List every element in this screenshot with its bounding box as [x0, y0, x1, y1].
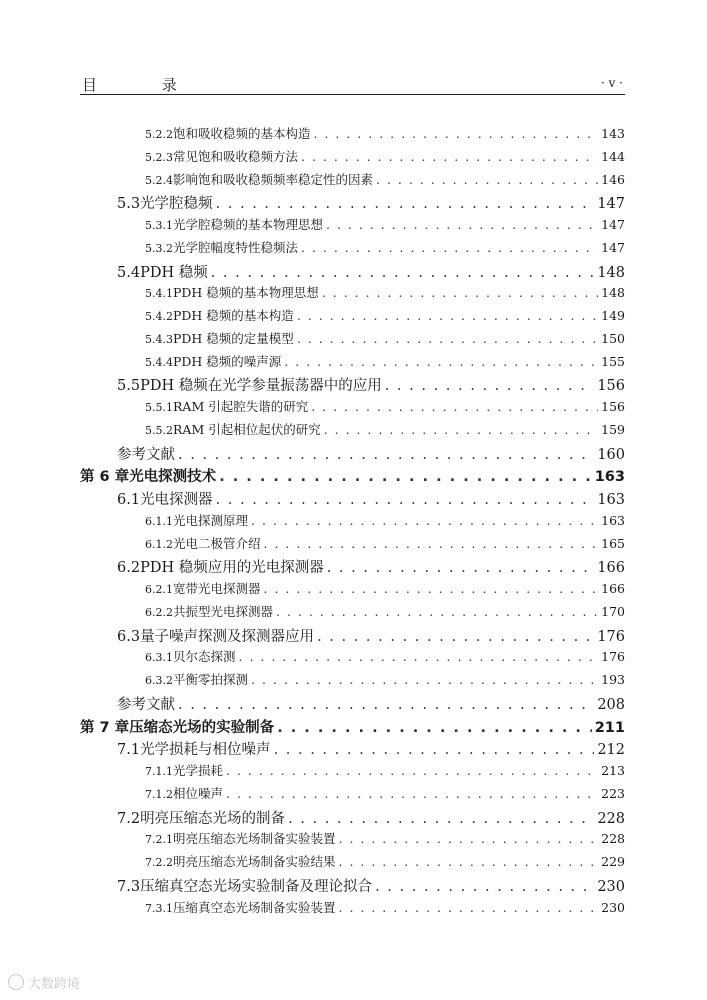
toc-entry [145, 761, 625, 783]
toc-entry [145, 283, 625, 305]
toc-entry-title: 常见饱和吸收稳频方法 [173, 148, 299, 164]
toc-entry [117, 192, 625, 214]
toc-entry-title: 光电探测技术 [129, 469, 217, 486]
toc-entry-title: 参考文献 [117, 446, 175, 463]
toc-leader-dots [324, 422, 598, 437]
toc-entry-page: 155 [601, 353, 625, 369]
toc-entry-number: 6.2.1 [145, 583, 173, 596]
toc-entry-number: 7.2 [117, 810, 141, 827]
toc-entry-page: 228 [597, 810, 625, 827]
toc-entry-title: 光学损耗 [173, 763, 224, 778]
toc-entry [117, 556, 625, 578]
toc-leader-dots [317, 629, 594, 645]
toc-entry-page: 143 [601, 126, 625, 141]
toc-leader-dots [264, 536, 599, 551]
toc-entry [145, 170, 625, 192]
toc-entry-title: 参考文献 [117, 696, 175, 713]
toc-entry [145, 397, 625, 419]
toc-leader-dots [178, 447, 594, 463]
toc-leader-dots [376, 172, 598, 187]
toc-entry [145, 306, 625, 328]
toc-leader-dots [264, 581, 599, 596]
toc-entry-number: 6.1.2 [145, 537, 173, 551]
toc-entry-title: 压缩真空态光场制备实验装置 [173, 899, 336, 915]
toc-entry-page: 148 [601, 285, 625, 301]
toc-entry-page: 147 [597, 196, 625, 213]
toc-entry-title: PDH 稳频 [140, 264, 208, 281]
toc-entry-title: 相位噪声 [173, 785, 224, 801]
toc-entry-title: 明亮压缩态光场的制备 [140, 810, 286, 827]
toc-entry-page: 148 [597, 264, 625, 281]
toc-leader-dots [339, 854, 599, 869]
toc-entry [117, 261, 625, 283]
toc-entry-page: 166 [601, 581, 625, 596]
toc-entry [145, 534, 625, 556]
toc-entry-page: 230 [597, 878, 625, 895]
toc-leader-dots [311, 399, 598, 414]
toc-entry-number: 7.2.1 [145, 833, 173, 847]
toc-leader-dots [219, 469, 592, 485]
toc-entry-page: 176 [601, 649, 625, 665]
toc-leader-dots [284, 354, 598, 369]
toc-leader-dots [301, 149, 598, 164]
toc-entry-page: 213 [601, 763, 625, 778]
toc-entry-page: 147 [601, 217, 625, 232]
toc-entry-number: 5.5.2 [145, 423, 173, 437]
toc-entry-title: PDH 稳频的噪声源 [173, 353, 282, 369]
toc-entry-page: 156 [601, 399, 625, 414]
toc-entry [145, 602, 625, 624]
toc-leader-dots [339, 831, 599, 846]
toc-entry-page: 156 [597, 378, 625, 395]
toc-entry-title: 明亮压缩态光场制备实验装置 [173, 831, 336, 847]
toc-leader-dots [251, 672, 598, 687]
toc-entry [145, 215, 625, 237]
toc-entry-title: 光电探测原理 [173, 512, 249, 528]
toc-entry-page: 211 [594, 719, 625, 736]
toc-entry-title: 宽带光电探测器 [173, 581, 261, 596]
toc-leader-dots [276, 604, 598, 619]
toc-leader-dots [375, 879, 594, 895]
toc-entry-page: 163 [601, 512, 625, 528]
toc-entry [117, 625, 625, 647]
toc-entry-page: 160 [597, 446, 625, 463]
toc-entry-number: 5.3.1 [145, 219, 173, 232]
toc-entry-title: 光学损耗与相位噪声 [140, 742, 271, 759]
toc-entry-number: 6.2 [117, 560, 141, 577]
toc-entry-page: 223 [601, 785, 625, 801]
toc-leader-dots [297, 308, 598, 323]
toc-entry-number: 5.2.4 [145, 173, 173, 187]
toc-entry-title: RAM 引起相位起伏的研究 [173, 421, 321, 437]
header-page-number: · v · [600, 76, 623, 90]
toc-entry [145, 829, 625, 851]
watermark-logo-icon [8, 974, 24, 990]
toc-entry-title: 光电探测器 [140, 492, 213, 508]
toc-leader-dots [339, 900, 599, 915]
toc-entry-number: 第 7 章 [80, 719, 130, 736]
toc-entry-page: 229 [601, 854, 625, 869]
toc-entry-number: 5.5.1 [145, 401, 173, 414]
toc-entry-number: 5.2.3 [145, 150, 173, 164]
toc-entry-number: 7.1.1 [145, 765, 173, 778]
toc-leader-dots [239, 649, 599, 664]
toc-entry [80, 465, 625, 487]
toc-entry-page: 166 [597, 560, 625, 577]
toc-entry [117, 738, 625, 760]
watermark-text: 大数跨境 [28, 977, 81, 992]
toc-entry-number: 5.4 [117, 264, 141, 281]
toc-entry-title: PDH 稳频在光学参量振荡器中的应用 [140, 378, 382, 395]
toc-entry-page: 212 [597, 742, 625, 759]
toc-entry [117, 488, 625, 510]
toc-entry [117, 443, 625, 465]
watermark [8, 973, 80, 992]
toc-entry-page: 150 [601, 330, 625, 346]
toc-entry-number: 5.3.2 [145, 241, 173, 255]
toc-entry-page: 208 [597, 696, 625, 713]
toc-entry-title: PDH 稳频的基本物理思想 [173, 285, 319, 301]
toc-entry-title: 压缩态光场的实验制备 [129, 719, 275, 736]
toc-entry-title: 光学腔稳频的基本物理思想 [173, 217, 324, 232]
toc-entry-page: 165 [601, 535, 625, 551]
toc-entry-page: 147 [601, 239, 625, 255]
toc-entry [145, 420, 625, 442]
running-header [80, 72, 625, 95]
toc-entry [145, 147, 625, 169]
toc-entry-title: 平衡零拍探测 [173, 672, 249, 687]
toc-entry-title: 饱和吸收稳频的基本构造 [173, 126, 311, 141]
toc-entry-number: 6.3 [117, 628, 141, 645]
toc-entry-number: 7.1 [117, 742, 141, 759]
toc-entry [117, 807, 625, 829]
toc-leader-dots [216, 492, 595, 508]
toc-entry-title: PDH 稳频的基本构造 [173, 308, 294, 323]
toc-entry-page: 163 [594, 469, 625, 486]
toc-entry-page: 230 [601, 899, 625, 915]
toc-entry [145, 579, 625, 601]
toc-entry-number: 6.3.1 [145, 651, 173, 665]
toc-entry [117, 875, 625, 897]
toc-leader-dots [301, 240, 598, 255]
toc-entry [145, 329, 625, 351]
toc-entry-page: 193 [601, 672, 625, 687]
toc-entry-number: 5.3 [117, 196, 141, 213]
toc-entry-title: RAM 引起腔失谐的研究 [173, 399, 309, 414]
toc-entry [145, 898, 625, 920]
toc-entry [117, 693, 625, 715]
toc-entry [145, 124, 625, 146]
toc-leader-dots [274, 742, 595, 758]
toc-entry [145, 784, 625, 806]
toc-entry-page: 170 [601, 603, 625, 619]
toc-leader-dots [314, 126, 599, 141]
toc-entry-number: 6.1 [117, 492, 141, 508]
toc-entry-page: 159 [601, 421, 625, 437]
toc-entry [145, 852, 625, 874]
toc-leader-dots [226, 786, 598, 801]
toc-entry-page: 176 [597, 628, 625, 645]
toc-entry-number: 6.2.2 [145, 605, 173, 619]
toc-entry [145, 670, 625, 692]
toc-entry-title: 光电二极管介绍 [173, 535, 261, 551]
toc-entry-page: 163 [597, 492, 625, 508]
toc-entry-page: 144 [601, 148, 625, 164]
toc-entry-number: 7.3 [117, 878, 141, 895]
toc-entry-number: 7.1.2 [145, 787, 173, 801]
toc-leader-dots [326, 217, 598, 232]
toc-entry-number: 5.4.3 [145, 332, 173, 346]
toc-entry-number: 5.4.1 [145, 287, 173, 301]
toc-entry-title: PDH 稳频的定量模型 [173, 330, 294, 346]
toc-entry-number: 7.3.1 [145, 901, 173, 915]
toc-leader-dots [327, 560, 595, 576]
toc-leader-dots [211, 265, 595, 281]
toc-entry-page: 149 [601, 308, 625, 323]
toc-leader-dots [277, 720, 592, 736]
toc-entry-number: 5.2.2 [145, 128, 173, 141]
toc-entry-number: 7.2.2 [145, 856, 173, 869]
toc-leader-dots [178, 697, 594, 713]
toc-entry-title: 压缩真空态光场实验制备及理论拟合 [140, 878, 373, 895]
toc-leader-dots [297, 331, 598, 346]
toc-entry-number: 6.1.1 [145, 514, 173, 528]
toc-entry-number: 第 6 章 [80, 469, 130, 486]
toc-entry [145, 352, 625, 374]
toc-entry-number: 5.5 [117, 378, 141, 395]
toc-entry-number: 5.4.4 [145, 355, 173, 369]
toc-entry [145, 238, 625, 260]
header-section-title: 目 录 [82, 76, 207, 94]
toc-leader-dots [226, 763, 598, 778]
toc-entry-number: 5.4.2 [145, 310, 173, 323]
toc-entry-title: 贝尔态探测 [173, 649, 236, 665]
toc-entry [117, 374, 625, 396]
toc-entry-title: 影响饱和吸收稳频频率稳定性的因素 [173, 171, 374, 187]
toc-entry-page: 228 [601, 831, 625, 847]
toc-entry-title: 量子噪声探测及探测器应用 [140, 628, 315, 645]
toc-leader-dots [216, 196, 595, 212]
toc-entry-number: 6.3.2 [145, 674, 173, 687]
toc-entry-title: 明亮压缩态光场制备实验结果 [173, 854, 336, 869]
toc-leader-dots [322, 285, 598, 300]
toc-entry-title: PDH 稳频应用的光电探测器 [140, 560, 324, 577]
toc-entry [145, 647, 625, 669]
toc-entry-page: 146 [601, 171, 625, 187]
toc-entry [80, 716, 625, 738]
toc-leader-dots [288, 811, 594, 827]
toc-entry-title: 光学腔稳频 [140, 196, 213, 213]
toc-entry [145, 511, 625, 533]
toc-leader-dots [251, 513, 598, 528]
toc-leader-dots [385, 378, 595, 394]
toc-entry-title: 光学腔幅度特性稳频法 [173, 239, 299, 255]
toc-entry-title: 共振型光电探测器 [173, 603, 274, 619]
